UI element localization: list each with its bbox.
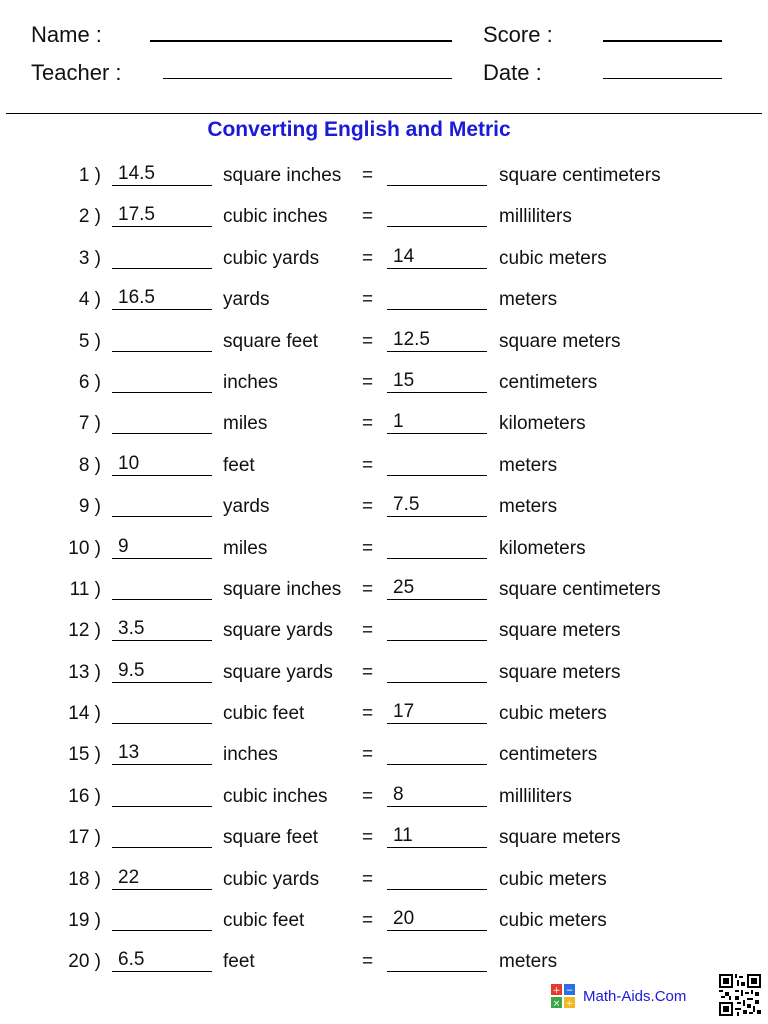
calculator-icon xyxy=(551,984,575,1008)
left-value: 16.5 xyxy=(118,287,155,309)
right-unit: milliliters xyxy=(499,206,572,228)
left-value: 3.5 xyxy=(118,618,145,640)
left-value: 14.5 xyxy=(118,163,155,184)
problem-number: 20 ) xyxy=(68,951,101,973)
problem-number: 17 ) xyxy=(68,827,101,849)
right-answer-blank[interactable] xyxy=(387,703,487,724)
left-unit: cubic feet xyxy=(223,910,305,932)
problem-row xyxy=(0,652,768,693)
right-answer-blank[interactable] xyxy=(387,245,487,269)
equals-sign: = xyxy=(362,289,374,311)
left-value: 17.5 xyxy=(118,204,155,226)
right-answer-blank[interactable] xyxy=(387,662,487,683)
left-answer-blank[interactable] xyxy=(112,496,212,517)
left-unit: feet xyxy=(223,454,255,476)
right-unit: milliliters xyxy=(499,785,572,807)
left-answer-blank[interactable] xyxy=(112,165,212,186)
right-unit: cubic meters xyxy=(499,868,607,890)
right-answer-blank[interactable] xyxy=(387,744,487,765)
right-answer-blank[interactable] xyxy=(387,369,487,393)
left-unit: square feet xyxy=(223,827,319,849)
score-label: Score : xyxy=(483,22,553,47)
left-unit: cubic inches xyxy=(223,785,328,807)
right-value: 14 xyxy=(393,245,415,267)
right-answer-blank[interactable] xyxy=(387,827,487,848)
problem-number: 4 ) xyxy=(78,289,101,311)
equals-sign: = xyxy=(362,620,374,642)
qr-code-icon xyxy=(719,974,761,1016)
name-label: Name : xyxy=(31,22,102,47)
problem-number: 8 ) xyxy=(78,454,101,476)
left-value: 9 xyxy=(118,535,129,557)
left-unit: feet xyxy=(223,951,255,973)
left-unit: miles xyxy=(223,413,268,435)
problem-list xyxy=(0,155,768,983)
left-unit: inches xyxy=(223,744,278,766)
right-value: 25 xyxy=(393,576,415,598)
worksheet-title: Converting English and Metric xyxy=(207,118,511,141)
right-unit: square meters xyxy=(499,661,621,683)
left-unit: square inches xyxy=(223,578,342,600)
problem-row xyxy=(0,155,768,196)
problem-number: 16 ) xyxy=(68,785,101,807)
equals-sign: = xyxy=(362,496,374,518)
right-unit: centimeters xyxy=(499,744,598,766)
right-answer-blank[interactable] xyxy=(387,413,487,434)
right-unit: meters xyxy=(499,951,558,973)
problem-row xyxy=(0,279,768,320)
problem-row xyxy=(0,776,768,817)
right-answer-blank[interactable] xyxy=(387,783,487,807)
left-answer-blank[interactable] xyxy=(112,331,212,352)
left-value: 10 xyxy=(118,452,140,474)
right-unit: kilometers xyxy=(499,537,586,559)
problem-row xyxy=(0,528,768,569)
left-answer-blank[interactable] xyxy=(112,372,212,393)
name-field[interactable] xyxy=(150,40,452,42)
left-unit: square yards xyxy=(223,620,333,642)
problem-number: 3 ) xyxy=(78,247,101,269)
right-value: 7.5 xyxy=(393,494,420,516)
equals-sign: = xyxy=(362,910,374,932)
problem-row xyxy=(0,196,768,237)
problem-row xyxy=(0,900,768,941)
problem-number: 19 ) xyxy=(68,910,101,932)
equals-sign: = xyxy=(362,661,374,683)
problem-row xyxy=(0,569,768,610)
right-answer-blank[interactable] xyxy=(387,869,487,890)
right-answer-blank[interactable] xyxy=(387,910,487,931)
right-value: 8 xyxy=(393,783,404,805)
left-value: 22 xyxy=(118,866,140,888)
right-unit: square centimeters xyxy=(499,578,661,600)
header-divider xyxy=(6,113,762,114)
left-unit: square inches xyxy=(223,165,342,186)
problem-row xyxy=(0,693,768,734)
right-value: 15 xyxy=(393,369,415,391)
problem-number: 13 ) xyxy=(68,661,101,683)
svg-text:+: + xyxy=(552,986,561,996)
right-answer-blank[interactable] xyxy=(387,328,487,352)
right-unit: square meters xyxy=(499,827,621,849)
equals-sign: = xyxy=(362,247,374,269)
problem-number: 7 ) xyxy=(78,413,101,435)
right-value: 1 xyxy=(393,411,404,433)
problem-number: 18 ) xyxy=(68,868,101,890)
right-value: 20 xyxy=(393,908,415,930)
problem-row xyxy=(0,403,768,444)
left-unit: cubic yards xyxy=(223,247,320,269)
left-unit: square yards xyxy=(223,661,333,683)
left-answer-blank[interactable] xyxy=(112,413,212,434)
left-unit: square feet xyxy=(223,330,319,352)
problem-row xyxy=(0,445,768,486)
left-answer-blank[interactable] xyxy=(112,248,212,269)
left-answer-blank[interactable] xyxy=(112,620,212,641)
score-field[interactable] xyxy=(603,40,722,42)
right-unit: meters xyxy=(499,289,558,311)
problem-number: 11 ) xyxy=(69,578,101,600)
right-answer-blank[interactable] xyxy=(387,496,487,517)
date-field[interactable] xyxy=(603,78,722,79)
equals-sign: = xyxy=(362,868,374,890)
equals-sign: = xyxy=(362,785,374,807)
right-unit: kilometers xyxy=(499,413,586,435)
problem-row xyxy=(0,817,768,858)
right-unit: meters xyxy=(499,454,558,476)
problem-number: 6 ) xyxy=(78,371,101,393)
left-value: 9.5 xyxy=(118,659,145,681)
right-unit: centimeters xyxy=(499,371,598,393)
left-answer-blank[interactable] xyxy=(112,786,212,807)
teacher-field[interactable] xyxy=(163,78,452,79)
problem-number: 14 ) xyxy=(68,703,101,725)
equals-sign: = xyxy=(362,206,374,228)
right-answer-blank[interactable] xyxy=(387,951,487,972)
problem-row xyxy=(0,610,768,651)
right-unit: square centimeters xyxy=(499,165,661,186)
problem-number: 15 ) xyxy=(68,744,101,766)
svg-text:−: − xyxy=(565,986,574,996)
left-answer-blank[interactable] xyxy=(112,206,212,227)
right-unit: square meters xyxy=(499,330,621,352)
svg-text:÷: ÷ xyxy=(565,999,574,1008)
equals-sign: = xyxy=(362,951,374,973)
problem-row xyxy=(0,238,768,279)
problem-number: 5 ) xyxy=(78,330,101,352)
right-answer-blank[interactable] xyxy=(387,206,487,227)
left-answer-blank[interactable] xyxy=(112,535,212,559)
right-answer-blank[interactable] xyxy=(387,620,487,641)
brand xyxy=(551,984,686,1008)
right-value: 12.5 xyxy=(393,328,430,350)
problem-row xyxy=(0,321,768,362)
equals-sign: = xyxy=(362,330,374,352)
left-value: 6.5 xyxy=(118,949,145,971)
equals-sign: = xyxy=(362,165,374,186)
left-answer-blank[interactable] xyxy=(112,827,212,848)
left-unit: cubic yards xyxy=(223,868,320,890)
brand-text[interactable]: Math-Aids.Com xyxy=(583,987,687,1005)
left-answer-blank[interactable] xyxy=(112,744,212,765)
problem-row xyxy=(0,941,768,982)
right-unit: square meters xyxy=(499,620,621,642)
right-unit: meters xyxy=(499,496,558,518)
left-answer-blank[interactable] xyxy=(112,866,212,890)
equals-sign: = xyxy=(362,454,374,476)
problem-number: 9 ) xyxy=(78,496,101,518)
equals-sign: = xyxy=(362,744,374,766)
right-answer-blank[interactable] xyxy=(387,576,487,600)
right-answer-blank[interactable] xyxy=(387,165,487,186)
left-answer-blank[interactable] xyxy=(112,659,212,683)
left-answer-blank[interactable] xyxy=(112,452,212,476)
left-unit: cubic feet xyxy=(223,703,305,725)
right-answer-blank[interactable] xyxy=(387,455,487,476)
problem-row xyxy=(0,362,768,403)
right-answer-blank[interactable] xyxy=(387,289,487,310)
left-unit: yards xyxy=(223,496,270,518)
equals-sign: = xyxy=(362,537,374,559)
equals-sign: = xyxy=(362,413,374,435)
right-unit: cubic meters xyxy=(499,703,607,725)
problem-row xyxy=(0,859,768,900)
problem-row xyxy=(0,486,768,527)
left-value: 13 xyxy=(118,742,140,764)
svg-text:×: × xyxy=(552,999,561,1008)
left-unit: cubic inches xyxy=(223,206,328,228)
teacher-label: Teacher : xyxy=(31,60,122,85)
right-unit: cubic meters xyxy=(499,247,607,269)
equals-sign: = xyxy=(362,827,374,849)
equals-sign: = xyxy=(362,703,374,725)
left-answer-blank[interactable] xyxy=(112,289,212,310)
right-value: 11 xyxy=(393,825,413,847)
problem-number: 10 ) xyxy=(68,537,101,559)
right-value: 17 xyxy=(393,701,415,723)
problem-number: 1 ) xyxy=(78,165,101,186)
problem-row xyxy=(0,734,768,775)
right-answer-blank[interactable] xyxy=(387,538,487,559)
left-answer-blank[interactable] xyxy=(112,910,212,931)
left-answer-blank[interactable] xyxy=(112,951,212,972)
left-answer-blank[interactable] xyxy=(112,703,212,724)
right-unit: cubic meters xyxy=(499,910,607,932)
problem-number: 2 ) xyxy=(78,206,101,228)
equals-sign: = xyxy=(362,371,374,393)
date-label: Date : xyxy=(483,60,542,85)
equals-sign: = xyxy=(362,578,374,600)
left-unit: yards xyxy=(223,289,270,311)
left-unit: inches xyxy=(223,371,278,393)
left-unit: miles xyxy=(223,537,268,559)
problem-number: 12 ) xyxy=(68,620,101,642)
left-answer-blank[interactable] xyxy=(112,579,212,600)
